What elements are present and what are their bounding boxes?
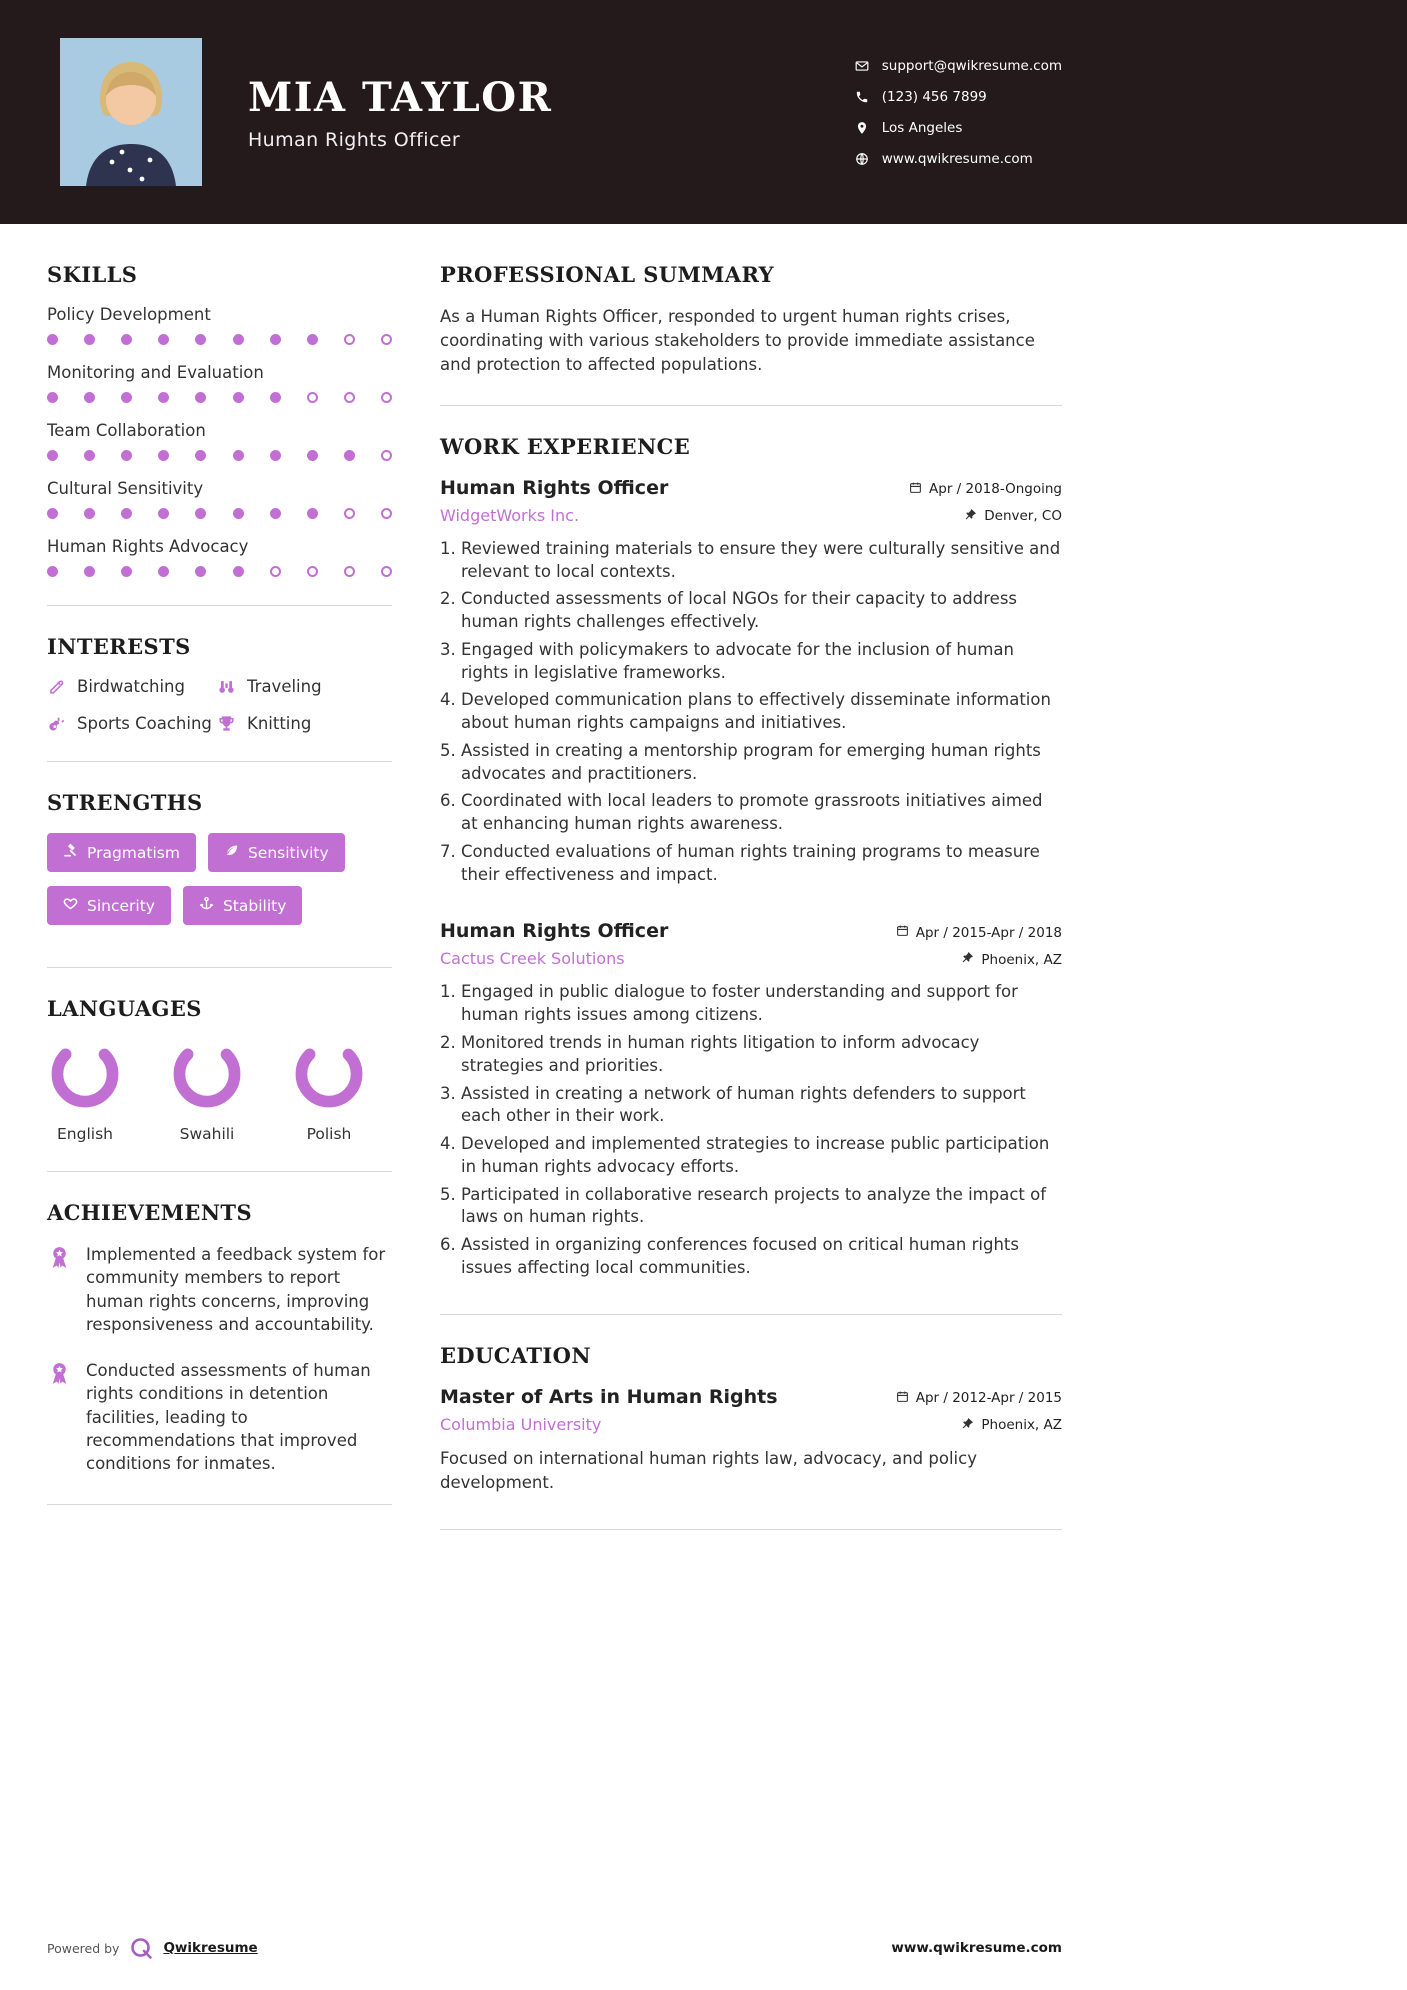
interests-grid	[47, 677, 392, 733]
rating-dot-empty	[381, 392, 392, 403]
strength-label: Stability	[222, 896, 287, 915]
left-column	[47, 262, 392, 1558]
job-subhead	[440, 949, 1062, 968]
rating-dot-filled	[47, 334, 58, 345]
summary-heading: PROFESSIONAL SUMMARY	[440, 262, 775, 287]
education-description: Focused on international human rights law, advocacy, and policy development.	[440, 1448, 977, 1492]
rating-dot-filled	[84, 508, 95, 519]
rating-dot-filled	[47, 566, 58, 577]
skill-rating	[47, 508, 392, 519]
rating-dot-filled	[121, 508, 132, 519]
job-title: Human Rights Officer	[440, 920, 669, 943]
skill-item	[47, 363, 392, 403]
contact-location-text: Los Angeles	[881, 119, 963, 136]
company-name: Cactus Creek Solutions	[440, 949, 625, 969]
calendar-icon	[909, 481, 922, 498]
interest-item	[217, 714, 392, 733]
experience-bullet: 6. Assisted in organizing conferences focused on critical human rights issues affecting local communities.	[461, 1234, 1062, 1280]
strengths-section	[47, 790, 392, 939]
job-bullets	[440, 538, 1062, 887]
experience-bullet: 2. Conducted assessments of local NGOs for their capacity to address human rights challenges effectively.	[461, 588, 1062, 634]
rating-dot-filled	[233, 334, 244, 345]
name-block	[248, 74, 552, 151]
whistle-icon	[47, 714, 66, 733]
footer-branding	[47, 1936, 258, 1960]
rating-dot-empty	[381, 508, 392, 519]
calendar-icon	[896, 924, 909, 941]
rating-dot-filled	[270, 334, 281, 345]
contact-website-text: www.qwikresume.com	[881, 150, 1033, 167]
job-location	[964, 508, 1062, 525]
experience-bullet: 7. Conducted evaluations of human rights training programs to measure their effectiveness and impact.	[461, 841, 1062, 887]
rating-dot-empty	[381, 566, 392, 577]
divider	[47, 967, 392, 968]
pushpin-icon	[964, 508, 977, 525]
interest-item	[217, 677, 392, 696]
job-location-text: Denver, CO	[984, 508, 1062, 525]
language-level-arc	[172, 1039, 242, 1109]
pen-icon	[47, 677, 66, 696]
job-dates-text: Apr / 2015-Apr / 2018	[915, 924, 1062, 941]
interest-label: Traveling	[247, 677, 322, 696]
job-entry	[440, 920, 1062, 1279]
contact-email[interactable]	[854, 58, 1062, 74]
education-heading: EDUCATION	[440, 1342, 591, 1368]
interest-item	[47, 677, 217, 696]
experience-bullet: 3. Assisted in creating a network of human rights defenders to support each other in their work.	[461, 1083, 1062, 1129]
achievement-item	[47, 1359, 392, 1476]
skills-heading: SKILLS	[47, 262, 138, 287]
experience-bullet: 5. Participated in collaborative research projects to analyze the impact of laws on human rights.	[461, 1184, 1062, 1230]
rating-dot-filled	[158, 334, 169, 345]
strength-label: Sincerity	[87, 896, 155, 915]
rating-dot-filled	[270, 450, 281, 461]
summary-text: As a Human Rights Officer, responded to urgent human rights crises, coordinating with various stakeholders to provide immediate assistance and protection to affected populations.	[440, 307, 1035, 374]
rating-dot-empty	[381, 334, 392, 345]
job-dates	[896, 924, 1062, 941]
language-level-arc	[50, 1039, 120, 1109]
rating-dot-filled	[233, 450, 244, 461]
strength-badge	[183, 886, 302, 925]
rating-dot-filled	[270, 508, 281, 519]
job-head	[440, 477, 1062, 499]
trophy-icon	[217, 714, 236, 733]
job-dates-text: Apr / 2018-Ongoing	[929, 481, 1062, 498]
rating-dot-filled	[195, 566, 206, 577]
education-section	[440, 1343, 1062, 1495]
rating-dot-filled	[84, 392, 95, 403]
rating-dot-filled	[233, 566, 244, 577]
rating-dot-filled	[47, 392, 58, 403]
rating-dot-filled	[195, 508, 206, 519]
skill-name: Monitoring and Evaluation	[47, 363, 264, 382]
header	[0, 0, 1407, 224]
experience-bullet: 6. Coordinated with local leaders to promote grassroots initiatives aimed at enhancing human rights awareness.	[461, 790, 1062, 836]
language-label: Polish	[306, 1125, 352, 1143]
rating-dot-filled	[233, 508, 244, 519]
achievement-text: Implemented a feedback system for community members to report human rights concerns, improving responsiveness and accountability.	[86, 1245, 386, 1335]
qwikresume-logo-icon	[129, 1936, 153, 1960]
rating-dot-filled	[47, 450, 58, 461]
location-pin-icon	[854, 120, 870, 136]
divider	[47, 605, 392, 606]
skill-name: Team Collaboration	[47, 421, 206, 440]
job-title: Human Rights Officer	[440, 476, 669, 499]
skill-item	[47, 479, 392, 519]
achievements-heading: ACHIEVEMENTS	[47, 1200, 253, 1225]
rating-dot-filled	[307, 508, 318, 519]
interest-item	[47, 714, 217, 733]
binoculars-icon	[217, 677, 236, 696]
skill-item	[47, 305, 392, 345]
divider	[440, 1314, 1062, 1315]
job-bullets	[440, 981, 1062, 1279]
rating-dot-filled	[121, 392, 132, 403]
experience-heading: WORK EXPERIENCE	[440, 433, 691, 459]
degree-title: Master of Arts in Human Rights	[440, 1385, 778, 1408]
contact-phone	[854, 89, 1062, 105]
rating-dot-empty	[307, 392, 318, 403]
rating-dot-filled	[307, 334, 318, 345]
calendar-icon	[896, 1390, 909, 1407]
skill-rating	[47, 566, 392, 577]
rating-dot-filled	[84, 450, 95, 461]
education-location-text: Phoenix, AZ	[981, 1417, 1062, 1434]
contact-email-text: support@qwikresume.com	[881, 57, 1062, 74]
rating-dot-filled	[84, 334, 95, 345]
award-ribbon-icon	[47, 1361, 72, 1476]
experience-bullet: 1. Engaged in public dialogue to foster understanding and support for human rights issues among citizens.	[461, 981, 1062, 1027]
job-location	[961, 951, 1062, 968]
rating-dot-filled	[121, 334, 132, 345]
person-title: Human Rights Officer	[248, 128, 461, 151]
education-subhead	[440, 1415, 1062, 1434]
experience-bullet: 2. Monitored trends in human rights litigation to inform advocacy strategies and priorities.	[461, 1032, 1062, 1078]
experience-bullet: 3. Engaged with policymakers to advocate for the inclusion of human rights in legislative frameworks.	[461, 639, 1062, 685]
rating-dot-filled	[344, 450, 355, 461]
rating-dot-empty	[344, 508, 355, 519]
rating-dot-filled	[233, 392, 244, 403]
skill-rating	[47, 450, 392, 461]
strength-badge	[47, 886, 171, 925]
strengths-list	[47, 833, 392, 939]
interest-label: Knitting	[247, 714, 312, 733]
company-name: WidgetWorks Inc.	[440, 505, 580, 525]
contact-phone-text: (123) 456 7899	[881, 88, 987, 105]
strength-label: Pragmatism	[87, 843, 180, 862]
strengths-heading: STRENGTHS	[47, 790, 203, 815]
interest-label: Birdwatching	[77, 677, 185, 696]
rating-dot-filled	[195, 334, 206, 345]
divider	[47, 1171, 392, 1172]
experience-bullet: 5. Assisted in creating a mentorship program for emerging human rights advocates and practitioners.	[461, 740, 1062, 786]
rating-dot-empty	[307, 566, 318, 577]
strength-label: Sensitivity	[247, 843, 329, 862]
contact-location	[854, 120, 1062, 136]
education-head	[440, 1386, 1062, 1408]
rating-dot-filled	[47, 508, 58, 519]
person-name: MIA TAYLOR	[248, 73, 553, 121]
skills-section	[47, 262, 392, 577]
strength-badge	[47, 833, 196, 872]
rating-dot-filled	[121, 450, 132, 461]
education-entry	[440, 1386, 1062, 1495]
education-dates	[896, 1390, 1062, 1407]
rating-dot-filled	[121, 566, 132, 577]
profile-photo-image	[60, 38, 202, 186]
language-level-arc	[294, 1039, 364, 1109]
skill-item	[47, 421, 392, 461]
interests-heading: INTERESTS	[47, 634, 191, 659]
phone-icon	[854, 89, 870, 105]
achievement-text: Conducted assessments of human rights conditions in detention facilities, leading to recommendations that improved conditions for inmates.	[86, 1360, 371, 1474]
job-location-text: Phoenix, AZ	[981, 951, 1062, 968]
languages-heading: LANGUAGES	[47, 996, 202, 1021]
achievement-item	[47, 1243, 392, 1337]
right-column	[440, 262, 1062, 1558]
rating-dot-filled	[158, 392, 169, 403]
skill-rating	[47, 392, 392, 403]
anchor-icon	[199, 896, 214, 915]
heart-icon	[63, 896, 78, 915]
globe-icon	[854, 151, 870, 167]
rating-dot-filled	[158, 566, 169, 577]
gavel-icon	[63, 843, 78, 862]
rating-dot-filled	[158, 450, 169, 461]
footer-website: www.qwikresume.com	[891, 1940, 1062, 1956]
qwikresume-link[interactable]: Qwikresume	[163, 1940, 258, 1956]
skill-name: Policy Development	[47, 305, 211, 324]
skill-name: Cultural Sensitivity	[47, 479, 204, 498]
school-name: Columbia University	[440, 1414, 602, 1434]
interests-section	[47, 634, 392, 733]
experience-bullet: 1. Reviewed training materials to ensure they were culturally sensitive and relevant to local contexts.	[461, 538, 1062, 584]
divider	[440, 405, 1062, 406]
job-subhead	[440, 506, 1062, 525]
rating-dot-filled	[195, 392, 206, 403]
achievements-section	[47, 1200, 392, 1476]
language-item	[291, 1039, 367, 1143]
education-dates-text: Apr / 2012-Apr / 2015	[915, 1390, 1062, 1407]
skill-rating	[47, 334, 392, 345]
languages-section	[47, 996, 392, 1143]
pushpin-icon	[961, 951, 974, 968]
divider	[47, 761, 392, 762]
job-entry	[440, 477, 1062, 887]
content	[0, 224, 1407, 1558]
skill-item	[47, 537, 392, 577]
footer	[0, 1936, 1407, 1990]
rating-dot-empty	[344, 566, 355, 577]
rating-dot-empty	[344, 334, 355, 345]
rating-dot-filled	[84, 566, 95, 577]
rating-dot-empty	[381, 450, 392, 461]
powered-by-label: Powered by	[47, 1940, 120, 1956]
language-item	[47, 1039, 123, 1143]
contact-list	[854, 58, 1062, 167]
language-item	[169, 1039, 245, 1143]
job-dates	[909, 481, 1062, 498]
rating-dot-filled	[158, 508, 169, 519]
profile-photo	[60, 38, 202, 186]
divider	[440, 1529, 1062, 1530]
rating-dot-filled	[307, 450, 318, 461]
summary-section	[440, 262, 1062, 377]
rating-dot-empty	[344, 392, 355, 403]
pushpin-icon	[961, 1417, 974, 1434]
skill-name: Human Rights Advocacy	[47, 537, 249, 556]
languages-list	[47, 1039, 392, 1143]
rating-dot-filled	[270, 392, 281, 403]
language-label: Swahili	[179, 1125, 235, 1143]
award-ribbon-icon	[47, 1245, 72, 1337]
contact-website[interactable]	[854, 151, 1062, 167]
experience-bullet: 4. Developed and implemented strategies to increase public participation in human rights advocacy efforts.	[461, 1133, 1062, 1179]
interest-label: Sports Coaching	[77, 714, 212, 733]
job-head	[440, 920, 1062, 942]
strength-badge	[208, 833, 345, 872]
experience-section	[440, 434, 1062, 1280]
email-icon	[854, 58, 870, 74]
rating-dot-filled	[195, 450, 206, 461]
leaf-icon	[224, 843, 239, 862]
education-location	[961, 1417, 1062, 1434]
rating-dot-empty	[270, 566, 281, 577]
divider	[47, 1504, 392, 1505]
experience-bullet: 4. Developed communication plans to effectively disseminate information about human rights campaigns and initiatives.	[461, 689, 1062, 735]
language-label: English	[57, 1125, 113, 1143]
